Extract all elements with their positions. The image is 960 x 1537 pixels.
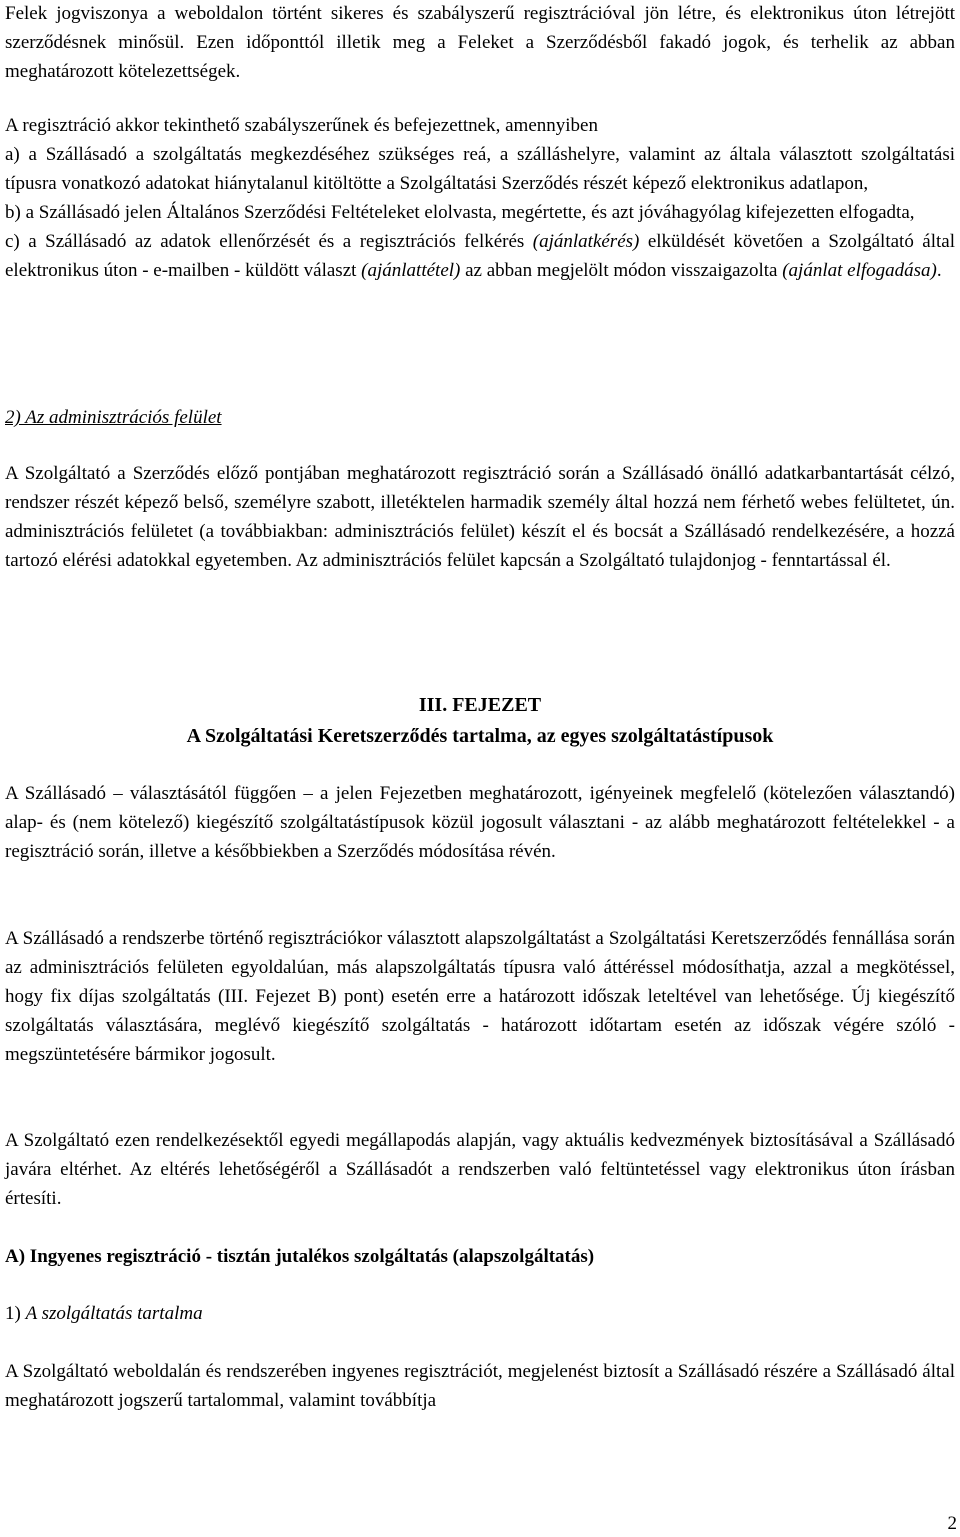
deviation-paragraph: A Szolgáltató ezen rendelkezésektől egyedi megállapodás alapján, vagy aktuális kedvezmények biztosításával a Szállásadó javára eltérhet. Az eltérés lehetőségéről a Szállásadót a rendszerben való feltüntetéssel vagy elektronikus úton írásban értesíti. bbox=[5, 1130, 955, 1209]
item-c-text-1: c) a Szállásadó az adatok ellenőrzését és a regisztrációs felkérés bbox=[5, 231, 533, 252]
registration-item-a: a) a Szállásadó a szolgáltatás megkezdéséhez szükséges reá, a szálláshelyre, valamint az általa választott szolgáltatási típusra vonatkozó adatokat hiánytalanul kitöltötte a Szolgáltatási Szerződés részét képező elektronikus adatlapon, bbox=[5, 144, 955, 194]
item-c-emphasis-ajanlattetel: (ajánlattétel) bbox=[361, 260, 461, 281]
item-c-emphasis-ajanlatkeres: (ajánlatkérés) bbox=[532, 231, 640, 252]
page-number: 2 bbox=[947, 1513, 957, 1534]
registration-item-c bbox=[5, 227, 955, 285]
chapter-number: III. FEJEZET bbox=[418, 694, 542, 716]
section-a-subheading bbox=[5, 1299, 955, 1328]
chapter-title: A Szolgáltatási Keretszerződés tartalma, az egyes szolgáltatástípusok bbox=[186, 725, 774, 747]
item-c-emphasis-ajanlat-elfogadasa: (ajánlat elfogadása) bbox=[782, 260, 937, 281]
subheading-number: 1) bbox=[5, 1303, 26, 1324]
admin-section-heading: 2) Az adminisztrációs felület bbox=[5, 407, 222, 428]
subheading-title: A szolgáltatás tartalma bbox=[25, 1303, 203, 1324]
item-c-text-2: elküldését követően a Szolgáltató által elektronikus úton - e-mailben - küldött választ bbox=[5, 231, 956, 281]
item-c-text-4: . bbox=[936, 260, 942, 281]
intro-paragraph: Felek jogviszonya a weboldalon történt sikeres és szabályszerű regisztrációval jön létre, és elektronikus úton létrejött szerződésnek minősül. Ezen időponttól illetik meg a Feleket a Szerződésből fakadó jogok, és terhelik az abban meghatározott kötelezettségek. bbox=[5, 3, 955, 82]
registration-lead: A regisztráció akkor tekinthető szabályszerűnek és befejezettnek, amennyiben bbox=[5, 115, 598, 136]
registration-conditions bbox=[5, 111, 955, 285]
service-change-paragraph: A Szállásadó a rendszerbe történő regisztrációkor választott alapszolgáltatást a Szolgáltatási Keretszerződés fennállása során az adminisztrációs felületen egyoldalúan, más alapszolgáltatás típusra való áttéréssel módosíthatja, azzal a megkötéssel, hogy fix díjas szolgáltatás (III. Fejezet B) pont) esetén erre a határozott időszak leteltével van lehetősége. Új kiegészítő szolgáltatás választására, meglévő kiegészítő szolgáltatás - határozott időtartam esetén az időszak végére szóló - megszüntetésére bármikor jogosult. bbox=[5, 928, 955, 1065]
chapter-heading bbox=[5, 690, 955, 752]
section-a-paragraph: A Szolgáltató weboldalán és rendszerében ingyenes regisztrációt, megjelenést biztosít a Szállásadó részére a Szállásadó által meghatározott jogszerű tartalommal, valamint továbbítja bbox=[5, 1361, 955, 1411]
admin-section-paragraph: A Szolgáltató a Szerződés előző pontjában meghatározott regisztráció során a Szállásadó önálló adatkarbantartását célzó, rendszer részét képező belső, személyre szabott, illetéktelen harmadik személy által hozzá nem férhető webes felültetet, ún. adminisztrációs felületet (a továbbiakban: adminisztrációs felület) készít el és bocsát a Szállásadó rendelkezésére, a hozzá tartozó elérési adatokkal egyetemben. Az adminisztrációs felület kapcsán a Szolgáltató tulajdonjog - fenntartással él. bbox=[5, 463, 955, 571]
registration-item-b: b) a Szállásadó jelen Általános Szerződési Feltételeket elolvasta, megértette, és azt jóváhagyólag kifejezetten elfogadta, bbox=[5, 202, 915, 223]
item-c-text-3: az abban megjelölt módon visszaigazolta bbox=[460, 260, 783, 281]
service-choice-paragraph: A Szállásadó – választásától függően – a jelen Fejezetben meghatározott, igényeinek megfelelő (kötelezően választandó) alap- és (nem kötelező) kiegészítő szolgáltatástípusok közül jogosult választani - az alább meghatározott feltételekkel - a regisztráció során, illetve a későbbiekben a Szerződés módosítása révén. bbox=[5, 783, 955, 862]
section-a-heading: A) Ingyenes regisztráció - tisztán jutalékos szolgáltatás (alapszolgáltatás) bbox=[5, 1246, 595, 1267]
